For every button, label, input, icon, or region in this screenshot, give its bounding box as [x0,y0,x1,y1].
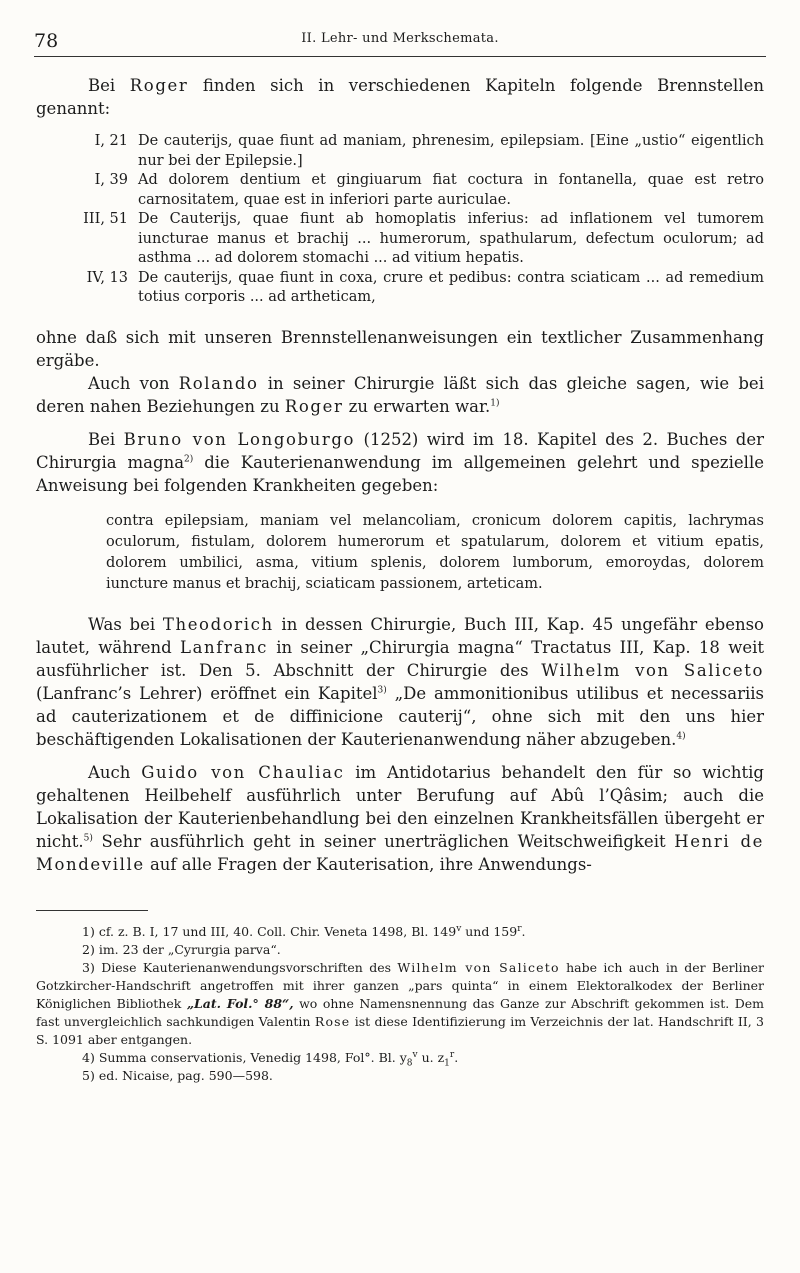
entry-text: Ad dolorem dentium et gingiuarum fiat coctura in fontanella, quae est retro carnositatem, quae est in inferiori parte auriculae. [138,172,764,208]
name-theodorich: Theodorich [162,614,274,634]
cautery-entry-list [36,132,764,308]
name-rolando: Rolando [178,373,259,393]
footnote-ref: 1) [490,398,500,408]
list-item [36,171,764,210]
running-head: II. Lehr- und Merkschemata. [301,31,499,46]
footnote-ref: 2) [184,454,194,464]
entry-text: De cauterijs, quae fiunt in coxa, crure et pedibus: contra sciaticam ... ad remedium totius corporis ... ad artheticam, [138,269,764,305]
footnote-ref: 4) [676,731,686,741]
name-roger: Roger [129,76,189,95]
footnote-ref: 3) [377,685,387,695]
paragraph-continuation: ohne daß sich mit unseren Brennstellenanweisungen ein textlicher Zusammenhang ergäbe. [36,327,764,370]
paragraph-bruno: Bei Bruno von Longoburgo (1252) wird im 18. Kapitel des 2. Buches der Chirurgia magna$^{2)}$ die Kauterienanwendung im allgemeinen gelehrt und spezielle Anweisung bei folgenden Krankheiten gegeben: [36,429,764,495]
footnote-2: 2) im. 23 der „Cyrurgia parva“. [82,941,281,957]
list-item [36,269,764,308]
paragraph-theodorich: Was bei Theodorich in dessen Chirurgie, Buch III, Kap. 45 ungefähr ebenso lautet, während Lanfranc in seiner „Chirurgia magna“ Tractatus III, Kap. 18 weit ausführlicher ist. Den 5. Abschnitt der Chirurgie des Wilhelm von Saliceto (Lanfranc’s Lehrer) eröffnet ein Kapitel$^{3)}$ „De ammonitionibus utilibus et necessariis ad cauterizationem et de diffinicione cauterij“, ohne sich mit den uns hier beschäftigenden Lokalisationen der Kauterienanwendung näher abzugeben.$^{4)}$ [36,614,765,749]
paragraph-guido: Auch Guido von Chauliac im Antidotarius behandelt den für so wichtig gehaltenen Heilbehelf ausführlich unter Berufung auf Abû l’Qâsim; auch die Lokalisation der Kauterienbehandlung bei den einzelnen Krankheitsfällen übergeht er nicht.$^{5)}$ Sehr ausführlich geht in seiner unerträglichen Weitschweifigkeit Henri de Mondeville auf alle Fragen der Kauterisation, ihre Anwendungs- [36,762,764,874]
page-body [36,74,764,1085]
entry-reference: III, 51 [83,211,128,227]
name-lanfranc: Lanfranc [180,637,268,657]
list-item [36,210,764,269]
name-roger: Roger [284,396,344,416]
name-wilhelm: Wilhelm von Saliceto [541,660,764,680]
entry-text: De Cauterijs, quae fiunt ab homoplatis inferius: ad inflationem vel tumorem iuncturae manus et brachij ... humerorum, spathularum, defectum oculorum; ad asthma ... ad dolorem stomachi ... ad vitium hepatis. [138,211,764,266]
entry-text: De cauterijs, quae fiunt ad maniam, phrenesim, epilepsiam. [Eine „ustio“ eigentlich nur bei der Epilepsie.] [138,133,764,169]
footnote-4: 4) Summa conservationis, Venedig 1498, Fol°. Bl. $y_8^v$ u. $z_1^r$. [82,1049,459,1068]
entry-reference: IV, 13 [86,269,128,286]
footnote-3: 3) Diese Kauterienanwendungsvorschriften des Wilhelm von Saliceto habe ich auch in der Berliner Gotzkircher-Handschrift angetroffen mit ihrer ganzen „pars quinta“ in einem Elektoralkodex der Berliner Königlichen Bibliothek „Lat. Fol.° 88“, wo ohne Namensnennung das Ganze zur Abschrift gekommen ist. Dem fast unvergleichlich sachkundigen Valentin Rose ist diese Identifizierung im Verzeichnis der lat. Handschrift II, 3 S. 1091 aber entgangen. [36,959,765,1047]
footnote-ref: 5) [83,833,93,843]
list-item [36,132,764,171]
name-bruno: Bruno von Longoburgo [123,429,356,449]
entry-reference: I, 39 [94,172,128,188]
footnote-1: 1) cf. z. B. I, 17 und III, 40. Coll. Chir. Veneta 1498, Bl. 149$^v$ und 159$^r$. [82,923,526,939]
footnote-divider [36,910,148,911]
footnote-5: 5) ed. Nicaise, pag. 590—598. [82,1067,273,1083]
entry-reference: I, 21 [94,133,128,149]
paragraph-rolando: Auch von Rolando in seiner Chirurgie läßt sich das gleiche sagen, wie bei deren nahen Beziehungen zu Roger zu erwarten war.$^{1)}$ [36,373,764,416]
name-henri: Henri de Mondeville [36,831,764,874]
disease-list-quote: contra epilepsiam, maniam vel melancoliam, cronicum dolorem capitis, lachrymas oculorum, fistulam, dolorem humerorum et spatularum, dolorem et vitium epatis, dolorem umbilici, asma, vitium splenis, dolorem lumborum, emoroydas, dolorem iuncture manus et brachij, sciaticam passionem, arteticam. [106,512,764,592]
paragraph-roger-intro: Bei Roger finden sich in verschiedenen Kapiteln folgende Brennstellen genannt: [36,76,764,118]
name-guido: Guido von Chauliac [141,762,345,782]
page-number: 78 [34,30,59,52]
page-header [34,28,766,57]
